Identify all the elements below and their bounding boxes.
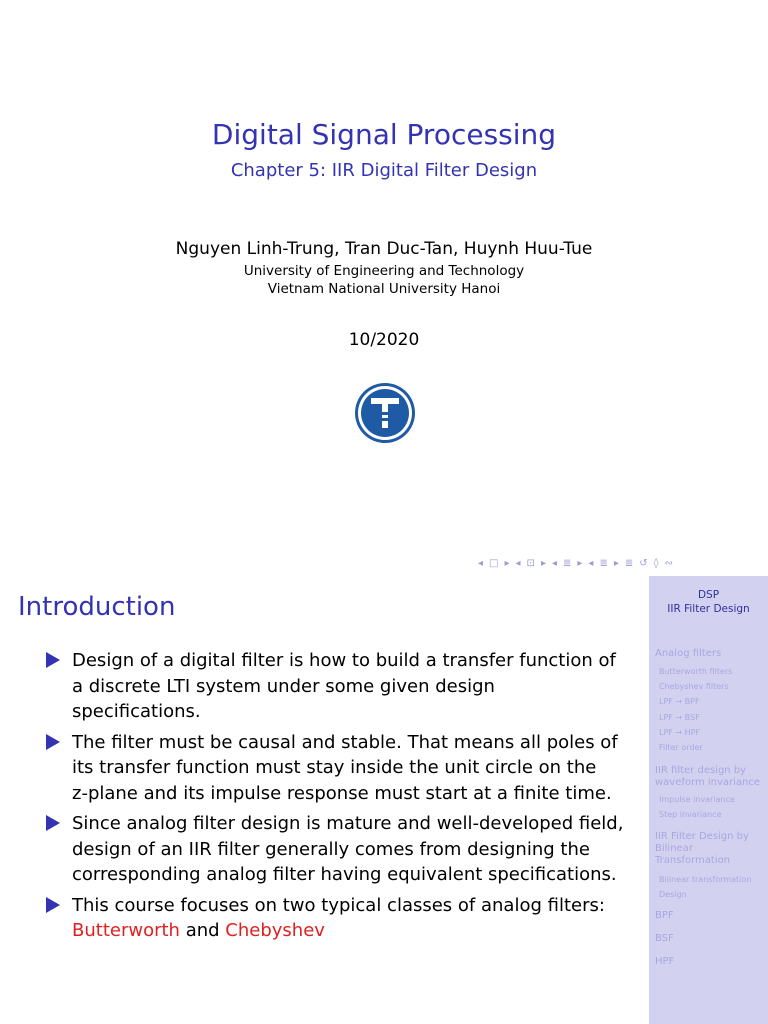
triangle-bullet-icon bbox=[46, 734, 60, 750]
frame-title: Introduction bbox=[18, 592, 176, 622]
authors: Nguyen Linh-Trung, Tran Duc-Tan, Huynh Huu-Tue bbox=[175, 239, 593, 259]
sidebar-subsection[interactable]: Filter order bbox=[659, 743, 703, 752]
sidebar-subsection[interactable]: Bilinear transformation bbox=[659, 875, 752, 884]
nav-icon-8[interactable]: ▸ bbox=[577, 557, 583, 569]
sidebar-subsection[interactable]: Chebyshev filters bbox=[659, 682, 729, 691]
sidebar-section-bilinear-transformation[interactable]: IIR Filter Design by Bilinear Transformation bbox=[655, 831, 749, 866]
bullet-line: design of an IIR filter generally comes from designing the bbox=[72, 838, 590, 860]
sidebar-subsection[interactable]: Design bbox=[659, 890, 687, 899]
nav-icon-13[interactable]: ↺ bbox=[639, 557, 648, 569]
nav-icon-1[interactable]: □ bbox=[489, 557, 499, 569]
nav-icon-2[interactable]: ▸ bbox=[504, 557, 510, 569]
bullet-line: z-plane and its impulse response must start at a finite time. bbox=[72, 782, 612, 804]
nav-icon-6[interactable]: ◂ bbox=[551, 557, 557, 569]
bullet-line: Since analog filter design is mature and well-developed field, bbox=[72, 813, 624, 834]
sidebar-subsection[interactable]: Impulse invariance bbox=[659, 795, 735, 804]
bullet-line: The filter must be causal and stable. That means all poles of bbox=[72, 731, 618, 753]
nav-icon-5[interactable]: ▸ bbox=[540, 557, 546, 569]
nav-icon-11[interactable]: ▸ bbox=[613, 557, 619, 569]
bullet-list bbox=[46, 648, 626, 949]
presentation-date: 10/2020 bbox=[348, 330, 420, 350]
sidebar-subsection[interactable]: LPF → HPF bbox=[659, 728, 701, 737]
nav-icon-14[interactable]: ◊ bbox=[653, 557, 659, 569]
nav-icon-12[interactable]: ≣ bbox=[624, 557, 634, 569]
bullet-item bbox=[46, 730, 626, 807]
nav-icon-7[interactable]: ≣ bbox=[563, 557, 572, 569]
sidebar-section-waveform-invariance[interactable]: IIR filter design by waveform invariance bbox=[655, 765, 761, 788]
butterworth-emphasis: Butterworth bbox=[72, 920, 180, 941]
sidebar-subtitle[interactable]: IIR Filter Design bbox=[667, 603, 750, 615]
sidebar-short-title[interactable]: DSP bbox=[697, 589, 720, 601]
navigation-sidebar bbox=[649, 576, 768, 1024]
presentation-title: Digital Signal Processing bbox=[211, 118, 557, 151]
introduction-slide bbox=[0, 576, 768, 1024]
triangle-bullet-icon bbox=[46, 897, 60, 913]
sidebar-subsection[interactable]: LPF → BSF bbox=[659, 713, 700, 722]
triangle-bullet-icon bbox=[46, 815, 60, 831]
nav-icon-0[interactable]: ◂ bbox=[478, 557, 484, 569]
triangle-bullet-icon bbox=[46, 652, 60, 668]
bullet-line: corresponding analog filter having equivalent specifications. bbox=[72, 864, 617, 885]
nav-icon-10[interactable]: ≣ bbox=[599, 557, 608, 569]
bullet-line: a discrete LTI system under some given design specifications. bbox=[72, 675, 495, 722]
sidebar-subsection[interactable]: Butterworth filters bbox=[659, 667, 733, 676]
sidebar-section-hpf[interactable]: HPF bbox=[655, 956, 675, 967]
bullet-line: Design of a digital filter is how to build a transfer function of bbox=[72, 650, 616, 671]
nav-icon-4[interactable]: ⊡ bbox=[526, 557, 535, 569]
bullet-line: its transfer function must stay inside the unit circle on the bbox=[72, 757, 597, 778]
sidebar-section-analog-filters[interactable]: Analog filters bbox=[655, 648, 722, 659]
beamer-navigation-bar[interactable] bbox=[478, 556, 673, 570]
sidebar-section-bsf[interactable]: BSF bbox=[655, 933, 674, 944]
sidebar-section-bpf[interactable]: BPF bbox=[655, 910, 674, 921]
nav-icon-3[interactable]: ◂ bbox=[515, 557, 521, 569]
sidebar-subsection[interactable]: Step invariance bbox=[659, 810, 722, 819]
university-logo bbox=[354, 382, 416, 444]
sidebar-header[interactable] bbox=[649, 588, 768, 616]
institution-line-2: Vietnam National University Hanoi bbox=[267, 281, 501, 297]
conjunction: and bbox=[185, 920, 220, 941]
presentation-subtitle: Chapter 5: IIR Digital Filter Design bbox=[230, 160, 538, 181]
nav-icon-15[interactable]: ∾ bbox=[664, 557, 673, 569]
bullet-item bbox=[46, 648, 626, 725]
bullet-line: This course focuses on two typical classes of analog filters: bbox=[72, 894, 605, 916]
nav-icon-9[interactable]: ◂ bbox=[588, 557, 594, 569]
sidebar-subsection[interactable]: LPF → BPF bbox=[659, 697, 700, 706]
bullet-item bbox=[46, 893, 626, 944]
institution-line-1: University of Engineering and Technology bbox=[243, 263, 525, 279]
chebyshev-emphasis: Chebyshev bbox=[225, 920, 325, 941]
bullet-item bbox=[46, 811, 626, 888]
